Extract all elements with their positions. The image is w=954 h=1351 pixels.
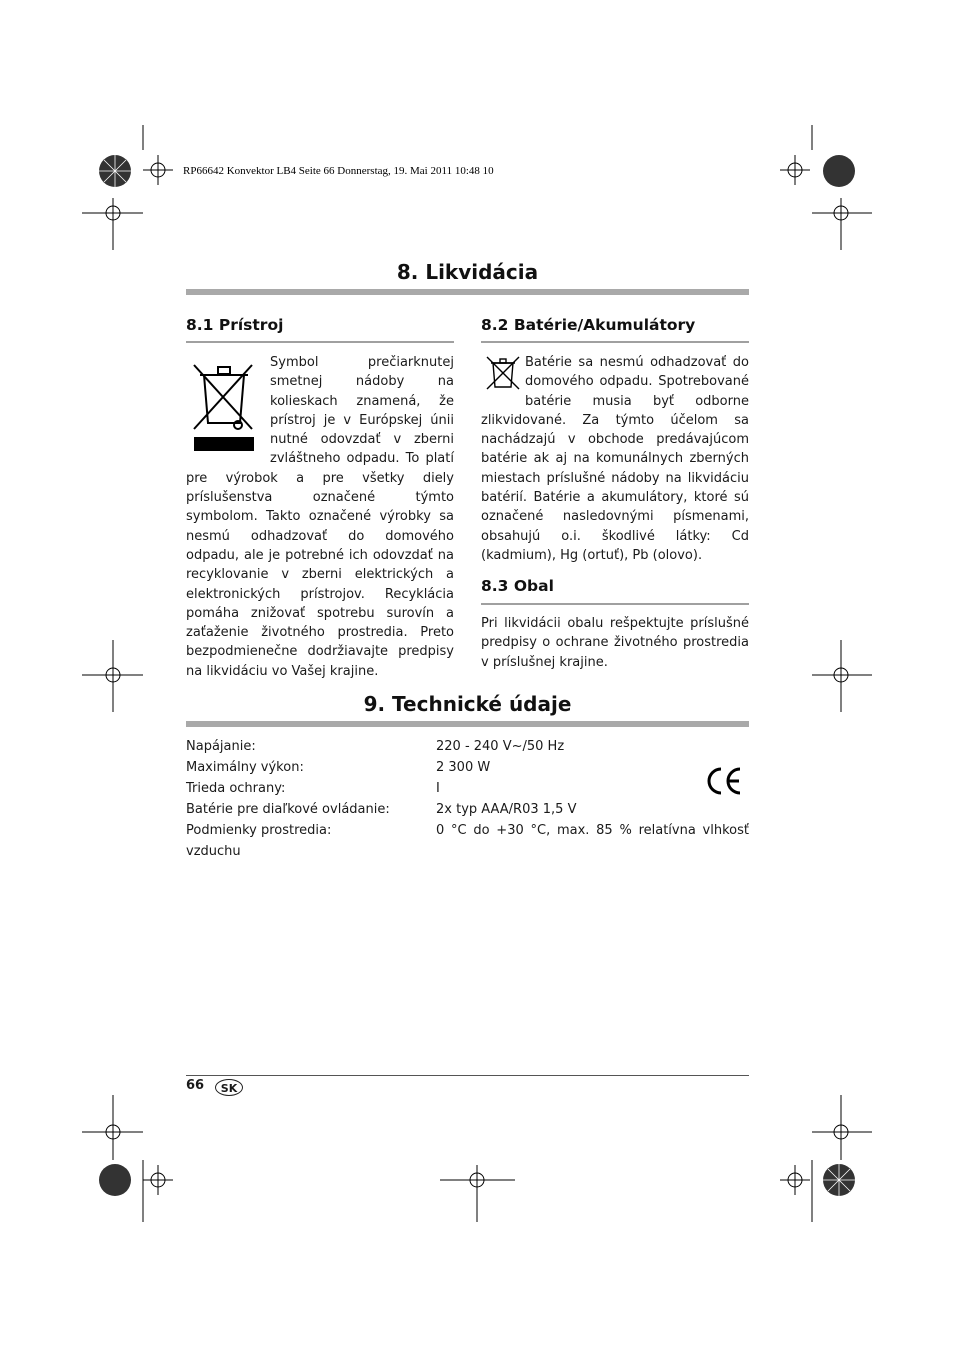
obal-paragraph: Pri likvidácii obalu rešpektujte príslušné predpisy o ochrane životného prostredia v príslušnej krajine. — [481, 616, 749, 670]
spec-table — [186, 739, 749, 865]
subsection-rule — [481, 341, 749, 343]
crossed-wheelie-bin-icon — [186, 353, 262, 453]
ce-mark-icon — [704, 764, 744, 798]
subsection-rule — [481, 603, 749, 605]
page-number: 66 — [186, 1078, 205, 1093]
spec-row — [186, 844, 749, 865]
spec-value: 220 - 240 V~/50 Hz — [436, 739, 565, 754]
section-title-likvidacia: 8. Likvidácia — [396, 260, 539, 284]
spec-label: Trieda ochrany: — [186, 781, 286, 796]
spec-value: 2x typ AAA/R03 1,5 V — [436, 802, 577, 817]
section-bar — [186, 721, 749, 727]
subsection-rule — [186, 341, 454, 343]
spec-label: Batérie pre diaľkové ovládanie: — [186, 802, 390, 817]
crossed-bin-small-icon — [481, 353, 525, 393]
pristroj-paragraph: Symbol prečiarknutej smetnej nádoby na kolieskach znamená, že prístroj je v Európskej únii nutné odovzdať v zberni zvláštneho odpadu. To platí pre výrobok a pre všetky diely príslušenstva označené týmto symbolom. Takto označené výrobky sa nesmú odhadzovať do domového odpadu, ale je potrebné ich odovzdať na recyklovanie v zberni elektrických a elektronických prístrojov. Recyklácia pomáha znižovať spotrebu surovín a zaťaženie životného prostredia. Preto bezpodmienečne dodržiavajte predpisy na likvidáciu vo Vašej krajine. — [186, 355, 454, 679]
spec-row — [186, 802, 749, 823]
spec-label: Podmienky prostredia: — [186, 823, 332, 838]
subsection-title-baterie: 8.2 Batérie/Akumulátory — [481, 316, 696, 334]
baterie-paragraph: Batérie sa nesmú odhadzovať do domového odpadu. Spotrebované batérie musia byť odborne zlikvidované. Za týmto účelom sa nachádzajú v obchode predávajúcom batérie ak aj na komunálnych zberných miestach príslušné nádoby na likvidáciu batérií. Batérie a akumulátory, ktoré sú označené nasledovnými písmenami, obsahujú o.i. škodlivé látky: Cd (kadmium), Hg (ortuť), Pb (olovo). — [481, 355, 749, 563]
ce-mark — [704, 764, 744, 798]
language-badge: SK — [215, 1079, 243, 1096]
section-bar — [186, 289, 749, 295]
footer-rule — [186, 1075, 749, 1076]
spec-row — [186, 760, 749, 781]
spec-row — [186, 823, 749, 844]
subsection-title-pristroj: 8.1 Prístroj — [186, 316, 284, 334]
spec-row — [186, 781, 749, 802]
spec-label: Napájanie: — [186, 739, 256, 754]
subsection-title-obal: 8.3 Obal — [481, 577, 554, 595]
print-header: RP66642 Konvektor LB4 Seite 66 Donnerstag, 19. Mai 2011 10:48 10 — [183, 165, 494, 177]
spec-wrap-text: vzduchu — [186, 844, 241, 859]
spec-row — [186, 739, 749, 760]
spec-value: I — [436, 781, 440, 796]
section-title-technicke-udaje: 9. Technické údaje — [363, 692, 572, 716]
spec-value: 0 °C do +30 °C, max. 85 % relatívna vlhkosť — [436, 823, 749, 838]
spec-label: Maximálny výkon: — [186, 760, 304, 775]
spec-value: 2 300 W — [436, 760, 491, 775]
